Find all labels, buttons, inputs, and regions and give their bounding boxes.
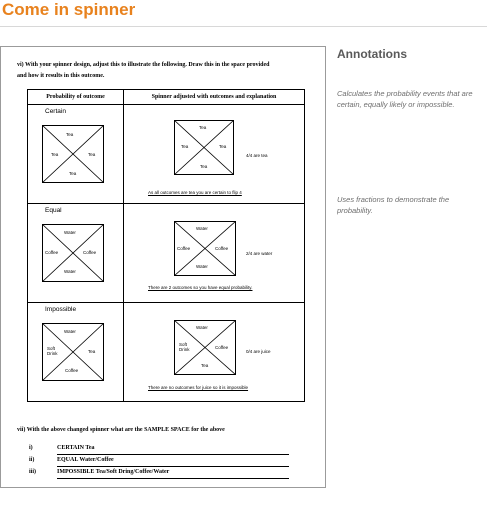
answer-line-1 (57, 454, 289, 455)
row-impossible-right-cell (124, 303, 305, 402)
answer-text-1: CERTAIN Tea (57, 445, 95, 451)
sector-bottom-label: Tea (200, 164, 208, 169)
worksheet-table (27, 89, 305, 402)
sector-left-label-line2: Drink (179, 347, 190, 352)
sector-bottom-label: Water (196, 264, 208, 269)
fraction-equal: 2/4 are water (246, 251, 273, 256)
sector-bottom-label: Tea (69, 171, 77, 176)
sector-right-label: Coffee (215, 345, 229, 350)
title-divider (0, 26, 487, 27)
sector-right-label: Tea (219, 144, 227, 149)
spinner-equal-left (42, 224, 104, 282)
sector-top-label: Water (196, 226, 208, 231)
annotation-2-line2: probability. (337, 206, 373, 215)
row-label-impossible: Impossible (45, 306, 77, 313)
answer-line-2 (57, 466, 289, 467)
explanation-certain: As all outcomes are tea you are certain to flip 4 (148, 190, 242, 195)
question-vi-line1: vi) With your spinner design, adjust this to illustrate the following. Draw this in the space provided (17, 62, 270, 68)
spinner-equal-right (174, 221, 236, 276)
sector-top-label: Water (64, 230, 76, 235)
sector-left-label: Tea (181, 144, 189, 149)
row-certain-left-cell (28, 105, 124, 204)
sector-right-label: Tea (88, 349, 96, 354)
sector-left-label: Coffee (177, 246, 191, 251)
sector-right-label: Coffee (83, 250, 97, 255)
spinner-certain-left (42, 125, 104, 183)
row-equal-right-cell (124, 204, 305, 303)
question-vi-line2: and how it results in this outcome. (17, 73, 105, 79)
table-row (28, 303, 305, 402)
sector-left-label-line2: Drink (47, 351, 58, 356)
annotation-2-line1: Uses fractions to demonstrate the (337, 195, 450, 204)
annotations-heading: Annotations (337, 47, 407, 61)
sector-top-label: Water (196, 325, 208, 330)
answer-text-2: EQUAL Water/Coffee (57, 457, 114, 463)
answer-text-3: IMPOSSIBLE Tea/Soft Dring/Coffee/Water (57, 469, 170, 475)
row-equal-left-cell (28, 204, 124, 303)
sector-left-label (179, 342, 190, 352)
spinner-impossible-left (42, 323, 104, 381)
answer-line-3 (57, 478, 289, 479)
sector-bottom-label: Coffee (65, 368, 79, 373)
row-label-equal: Equal (45, 207, 62, 214)
sector-left-label-line1: Soft (179, 342, 188, 347)
table-header-row (28, 90, 305, 105)
row-impossible-left-cell (28, 303, 124, 402)
sector-right-label: Coffee (215, 246, 229, 251)
annotation-1-line1: Calculates the probability events that are (337, 89, 473, 98)
spinner-certain-right (174, 120, 234, 175)
answer-num-2: ii) (29, 457, 35, 463)
question-vii: vii) With the above changed spinner what are the SAMPLE SPACE for the above (17, 427, 225, 433)
sector-left-label-line1: Soft (47, 346, 56, 351)
col-header-probability: Probability of outcome (28, 90, 124, 105)
annotation-1-line2: certain, equally likely or impossible. (337, 100, 455, 109)
table-row (28, 204, 305, 303)
answer-num-3: iii) (29, 469, 36, 475)
sector-bottom-label: Water (64, 269, 76, 274)
explanation-impossible: There are no outcomes for juice so it is impossible (148, 385, 249, 390)
sector-left-label: Coffee (45, 250, 59, 255)
sector-top-label: Tea (66, 132, 74, 137)
row-certain-right-cell (124, 105, 305, 204)
sector-right-label: Tea (88, 152, 96, 157)
table-row (28, 105, 305, 204)
sector-top-label: Water (64, 329, 76, 334)
sector-bottom-label: Tea (201, 363, 209, 368)
row-label-certain: Certain (45, 108, 66, 115)
spinner-impossible-right (174, 320, 236, 375)
sector-top-label: Tea (199, 125, 207, 130)
explanation-equal: There are 2 outcomes so you have equal probability. (148, 285, 253, 290)
col-header-spinner: Spinner adjusted with outcomes and explanation (124, 90, 305, 105)
answer-num-1: i) (29, 445, 33, 451)
sector-left-label (47, 346, 58, 356)
fraction-certain: 4/4 are tea (246, 153, 268, 158)
page-title: Come in spinner (2, 0, 136, 19)
fraction-impossible: 0/4 are juice (246, 349, 271, 354)
sector-left-label: Tea (51, 152, 59, 157)
